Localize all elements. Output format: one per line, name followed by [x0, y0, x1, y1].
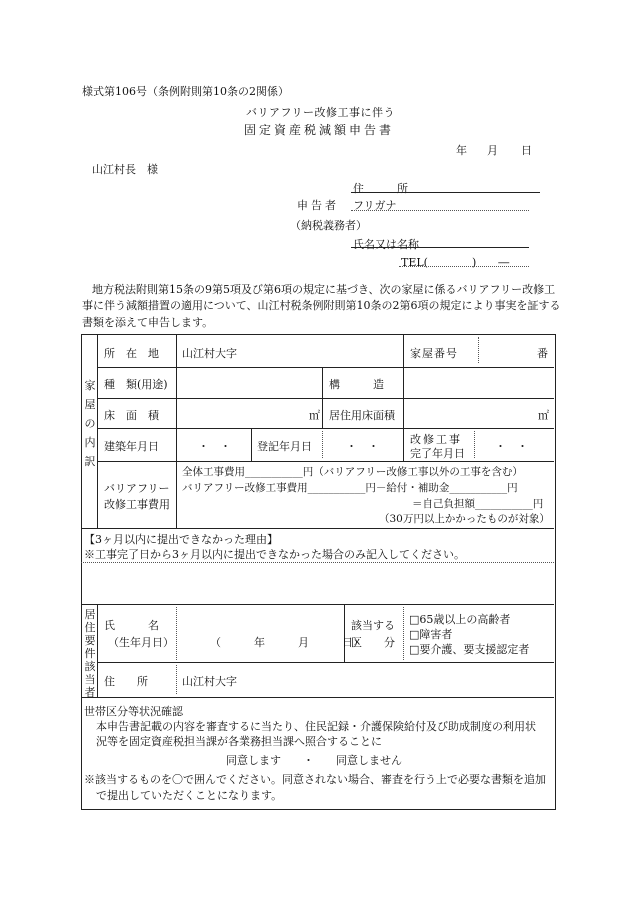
title-line-1: バリアフリー改修工事に伴う: [246, 106, 396, 119]
name-label: 氏名又は名称: [353, 238, 419, 251]
house-number-unit: 番: [537, 347, 548, 360]
divider: [97, 334, 98, 528]
renovation-label-2: 完了年月日: [410, 447, 465, 460]
applicant-role: 申告者: [297, 199, 339, 212]
furigana-label: フリガナ: [353, 199, 397, 212]
built-date-label: 建築年月日: [104, 440, 159, 453]
late-reason-input[interactable]: [82, 564, 553, 602]
floor-unit: ㎡: [309, 409, 320, 422]
divider: [81, 528, 554, 529]
form-number: 様式第106号（条例附則第10条の2関係）: [82, 85, 289, 98]
furigana-line[interactable]: [351, 210, 529, 211]
divider: [97, 367, 554, 368]
cost-label-2: 改修工事費用: [104, 498, 170, 511]
structure-label: 構 造: [329, 378, 384, 391]
resident-name-label: 氏 名: [104, 619, 159, 632]
category-label-2: 区 分: [351, 636, 395, 649]
divider: [176, 665, 177, 694]
divider: [97, 461, 554, 462]
intro-line-3: 書類を添えて申告します。: [82, 316, 214, 329]
divider: [81, 697, 554, 698]
built-date-value[interactable]: ・ ・: [198, 440, 231, 453]
floor-label: 床 面 積: [104, 409, 159, 422]
living-floor-label: 居住用床面積: [329, 409, 395, 422]
household-heading: 世帯区分等状況確認: [84, 705, 183, 718]
address-line[interactable]: [351, 192, 540, 193]
divider: [176, 607, 177, 660]
household-note-2: で提出していただくことになります。: [96, 789, 283, 802]
addressee: 山江村長 様: [92, 163, 158, 176]
divider: [322, 367, 323, 428]
household-note-1: ※該当するものを〇で囲んでください。同意されない場合、審査を行う上で必要な書類を追加: [84, 773, 546, 786]
divider: [97, 398, 554, 399]
registered-date-label: 登記年月日: [257, 440, 312, 453]
resident-address-label: 住 所: [104, 675, 148, 688]
consent-choice[interactable]: 同意します ・ 同意しません: [226, 754, 402, 767]
household-text-1: 本申告書記載の内容を審査するに当たり、住民記録・介護保険給付及び助成制度の利用状: [96, 720, 536, 733]
divider: [97, 428, 554, 429]
divider: [474, 431, 475, 458]
registered-date-value[interactable]: ・ ・: [346, 440, 379, 453]
cost-self-pay[interactable]: ＝自己負担額___________円: [412, 498, 544, 510]
divider: [97, 604, 98, 697]
cost-label-1: バリアフリー: [104, 482, 170, 495]
renovation-date-value[interactable]: ・ ・: [495, 440, 528, 453]
divider: [403, 334, 404, 461]
cost-note: （30万円以上かかったものが対象）: [379, 513, 550, 525]
location-label: 所 在 地: [104, 347, 159, 360]
category-option-elderly[interactable]: □65歳以上の高齢者: [409, 613, 511, 626]
divider: [322, 431, 323, 458]
tel-label: TEL( ) ―: [401, 256, 510, 269]
resident-address-value[interactable]: 山江村大字: [182, 675, 237, 688]
late-reason-heading: 【3ヶ月以内に提出できなかった理由】: [84, 533, 278, 546]
divider: [403, 607, 404, 660]
name-line[interactable]: [351, 247, 529, 248]
kind-label: 種 類(用途): [104, 378, 168, 391]
page-title: 固定資産税減額申告書: [244, 123, 395, 137]
divider: [81, 562, 554, 563]
taxpayer-label: （納税義務者）: [290, 219, 367, 232]
resident-section-label: 居住要件該当者: [84, 608, 96, 699]
address-label: 住 所: [353, 182, 408, 195]
house-number-label: 家屋番号: [410, 347, 458, 360]
cost-total[interactable]: 全体工事費用___________円（バリアフリー改修工事以外の工事を含む）: [182, 466, 523, 478]
category-option-disabled[interactable]: □障害者: [409, 628, 453, 641]
tel-line[interactable]: [399, 266, 529, 267]
divider: [478, 337, 479, 363]
divider: [81, 604, 554, 605]
location-value[interactable]: 山江村大字: [182, 347, 237, 360]
divider: [251, 428, 252, 461]
cost-barrier-free[interactable]: バリアフリー改修工事費用___________円－給付・補助金___________円: [182, 482, 518, 494]
divider: [97, 662, 554, 663]
divider: [176, 334, 177, 528]
date-day: 日: [521, 144, 532, 157]
divider: [344, 604, 345, 662]
late-reason-note: ※工事完了日から3ヶ月以内に提出できなかった場合のみ記入してください。: [84, 548, 465, 561]
category-label-1: 該当する: [351, 619, 395, 632]
category-option-care[interactable]: □要介護、要支援認定者: [409, 643, 530, 656]
intro-line-2: 事に伴う減額措置の適用について、山江村税条例附則第10条の2第6項の規定により事実を証する: [82, 299, 561, 312]
resident-birth-value[interactable]: （ 年 月 日）: [210, 636, 364, 649]
renovation-label-1: 改修工事: [410, 433, 462, 446]
intro-line-1: 地方税法附則第15条の9第5項及び第6項の規定に基づき、次の家屋に係るバリアフリー改修工: [92, 283, 556, 296]
date-year: 年: [456, 144, 467, 157]
date-month: 月: [487, 144, 498, 157]
house-section-label: 家屋の内訳: [84, 379, 96, 468]
living-floor-unit: ㎡: [538, 409, 549, 422]
household-text-2: 況等を固定資産税担当課が各業務担当課へ照合することに: [96, 735, 382, 748]
resident-birth-label: （生年月日）: [108, 636, 174, 649]
